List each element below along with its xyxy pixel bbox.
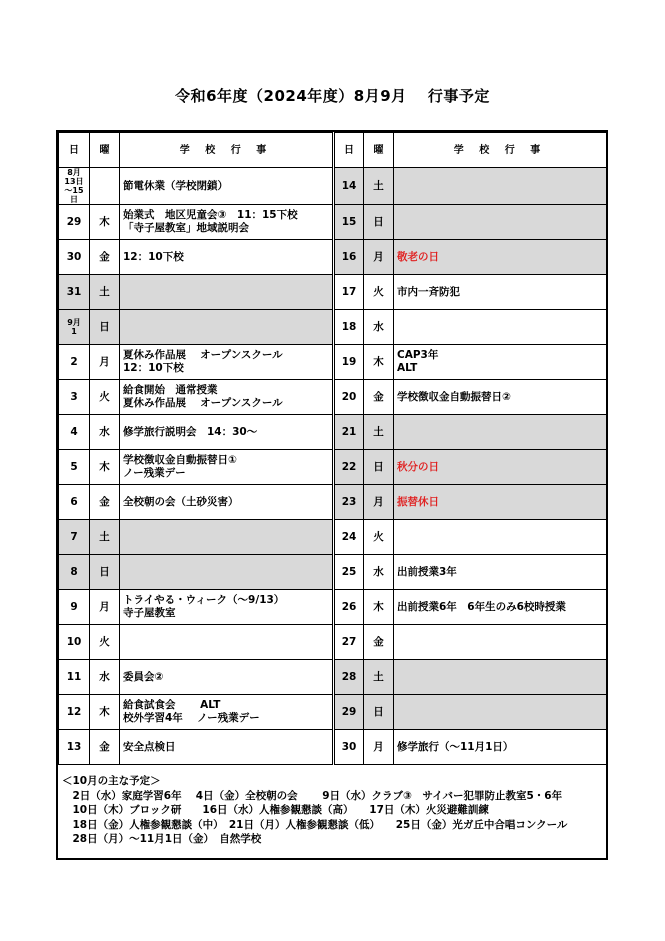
right-events-cell	[394, 520, 607, 555]
left-weekday-cell: 木	[90, 205, 120, 240]
left-events-cell	[120, 415, 334, 450]
right-day-cell: 15	[334, 205, 364, 240]
right-events-cell	[394, 730, 607, 765]
table-row	[59, 660, 607, 695]
right-events-cell	[394, 660, 607, 695]
left-day-cell: 3	[59, 380, 90, 415]
header-events-left: 学 校 行 事	[120, 133, 334, 168]
right-events-cell	[394, 240, 607, 275]
left-day-cell: 8	[59, 555, 90, 590]
left-weekday-cell: 火	[90, 625, 120, 660]
event-line: 学校徴収金自動振替日②	[397, 390, 511, 403]
right-events-cell	[394, 555, 607, 590]
right-weekday-cell: 月	[364, 730, 394, 765]
right-weekday-cell: 土	[364, 660, 394, 695]
table-row	[59, 730, 607, 765]
left-events-cell	[120, 240, 334, 275]
left-events-cell	[120, 310, 334, 345]
left-events-cell	[120, 730, 334, 765]
right-weekday-cell: 日	[364, 695, 394, 730]
table-row	[59, 275, 607, 310]
day-label-line: 1	[71, 327, 77, 336]
right-weekday-cell: 水	[364, 555, 394, 590]
event-line: 出前授業6年 6年生のみ6校時授業	[397, 600, 566, 613]
header-weekday-left: 曜	[90, 133, 120, 168]
event-line: 夏休み作品展 オープンスクール	[123, 349, 283, 361]
day-label-line: 9月	[67, 318, 81, 327]
table-row	[59, 590, 607, 625]
right-day-cell: 21	[334, 415, 364, 450]
left-weekday-cell: 木	[90, 450, 120, 485]
table-row	[59, 450, 607, 485]
right-day-cell: 18	[334, 310, 364, 345]
left-day-cell: 13	[59, 730, 90, 765]
left-day-cell: 30	[59, 240, 90, 275]
left-day-cell: 12	[59, 695, 90, 730]
table-row	[59, 695, 607, 730]
left-day-cell: 9	[59, 590, 90, 625]
event-line: 修学旅行説明会 14：30～	[123, 425, 258, 438]
table-row	[59, 415, 607, 450]
left-weekday-cell: 水	[90, 660, 120, 695]
right-events-cell	[394, 415, 607, 450]
header-day-right: 日	[334, 133, 364, 168]
table-row	[59, 310, 607, 345]
event-line: 給食開始 通常授業	[123, 384, 218, 396]
left-weekday-cell: 金	[90, 485, 120, 520]
right-weekday-cell: 月	[364, 485, 394, 520]
notes-heading: ＜10月の主な予定＞	[62, 775, 161, 787]
event-line: トライやる・ウィーク（～9/13）	[123, 594, 285, 606]
left-events-cell	[120, 625, 334, 660]
right-day-cell: 17	[334, 275, 364, 310]
left-events-cell	[120, 205, 334, 240]
left-events-cell	[120, 450, 334, 485]
right-day-cell: 25	[334, 555, 364, 590]
right-weekday-cell: 木	[364, 345, 394, 380]
table-row	[59, 345, 607, 380]
event-line: 「寺子屋教室」地域説明会	[123, 222, 249, 234]
right-day-cell: 22	[334, 450, 364, 485]
right-events-cell	[394, 590, 607, 625]
event-line: 安全点検日	[123, 740, 176, 753]
left-day-cell: 31	[59, 275, 90, 310]
right-day-cell: 27	[334, 625, 364, 660]
day-label-line: 13日～15日	[64, 177, 84, 204]
right-events-cell	[394, 485, 607, 520]
left-weekday-cell: 金	[90, 730, 120, 765]
schedule-table	[58, 132, 607, 765]
right-day-cell: 14	[334, 168, 364, 205]
october-notes	[62, 774, 602, 847]
left-weekday-cell: 土	[90, 520, 120, 555]
event-line: 12：10下校	[123, 362, 184, 374]
table-row	[59, 168, 607, 205]
event-line: 始業式 地区児童会③ 11：15下校	[123, 209, 298, 221]
left-day-cell: 29	[59, 205, 90, 240]
event-line: 振替休日	[397, 495, 439, 508]
right-weekday-cell: 木	[364, 590, 394, 625]
left-events-cell	[120, 555, 334, 590]
page-title: 令和6年度（2024年度）8月9月 行事予定	[175, 87, 490, 105]
left-events-cell	[120, 168, 334, 205]
right-weekday-cell: 火	[364, 275, 394, 310]
right-events-cell	[394, 205, 607, 240]
left-weekday-cell: 木	[90, 695, 120, 730]
event-line: 出前授業3年	[397, 565, 457, 578]
table-row	[59, 240, 607, 275]
right-events-cell	[394, 275, 607, 310]
event-line: 夏休み作品展 オープンスクール	[123, 397, 283, 409]
right-day-cell: 23	[334, 485, 364, 520]
header-events-right: 学 校 行 事	[394, 133, 607, 168]
right-weekday-cell: 日	[364, 205, 394, 240]
right-day-cell: 26	[334, 590, 364, 625]
left-day-cell	[59, 168, 90, 205]
notes-line: 2日（水）家庭学習6年 4日（金）全校朝の会 9日（水）クラブ③ サイバー犯罪防止教室5・6年	[62, 789, 563, 802]
left-weekday-cell: 月	[90, 590, 120, 625]
event-line: ALT	[397, 362, 418, 374]
left-events-cell	[120, 345, 334, 380]
event-line: 節電休業（学校閉鎖）	[123, 179, 228, 192]
schedule-sheet	[56, 130, 608, 860]
right-weekday-cell: 日	[364, 450, 394, 485]
left-events-cell	[120, 380, 334, 415]
left-weekday-cell: 水	[90, 415, 120, 450]
event-line: ノー残業デー	[123, 467, 186, 479]
left-day-cell: 4	[59, 415, 90, 450]
right-events-cell	[394, 345, 607, 380]
right-day-cell: 19	[334, 345, 364, 380]
left-weekday-cell: 金	[90, 240, 120, 275]
left-events-cell	[120, 660, 334, 695]
right-weekday-cell: 水	[364, 310, 394, 345]
right-weekday-cell: 土	[364, 415, 394, 450]
right-events-cell	[394, 380, 607, 415]
table-row	[59, 205, 607, 240]
table-row	[59, 625, 607, 660]
table-row	[59, 520, 607, 555]
notes-line: 10日（木）ブロック研 16日（水）人権参観懇談（高） 17日（木）火災避難訓練	[62, 804, 489, 816]
day-label-line: 8月	[67, 168, 81, 177]
left-day-cell: 6	[59, 485, 90, 520]
event-line: 全校朝の会（土砂災害）	[123, 495, 239, 508]
event-line: 委員会②	[123, 670, 164, 683]
left-events-cell	[120, 275, 334, 310]
right-day-cell: 20	[334, 380, 364, 415]
left-events-cell	[120, 485, 334, 520]
event-line: 学校徴収金自動振替日①	[123, 454, 237, 466]
table-row	[59, 380, 607, 415]
table-header-row	[59, 133, 607, 168]
right-day-cell: 16	[334, 240, 364, 275]
left-day-cell: 10	[59, 625, 90, 660]
event-line: 修学旅行（～11月1日）	[397, 740, 514, 753]
header-day-left: 日	[59, 133, 90, 168]
table-row	[59, 485, 607, 520]
event-line: 敬老の日	[397, 250, 439, 263]
table-row	[59, 555, 607, 590]
header-weekday-right: 曜	[364, 133, 394, 168]
right-day-cell: 29	[334, 695, 364, 730]
left-weekday-cell: 土	[90, 275, 120, 310]
notes-line: 28日（月）～11月1日（金） 自然学校	[62, 833, 262, 845]
event-line: 校外学習4年 ノー残業デー	[123, 712, 260, 724]
right-day-cell: 28	[334, 660, 364, 695]
right-weekday-cell: 金	[364, 625, 394, 660]
left-events-cell	[120, 695, 334, 730]
event-line: 12：10下校	[123, 250, 184, 263]
event-line: 市内一斉防犯	[397, 285, 460, 298]
left-weekday-cell	[90, 168, 120, 205]
left-day-cell: 7	[59, 520, 90, 555]
right-events-cell	[394, 695, 607, 730]
event-line: CAP3年	[397, 349, 439, 361]
left-weekday-cell: 日	[90, 555, 120, 590]
right-events-cell	[394, 168, 607, 205]
event-line: 給食試食会 ALT	[123, 699, 221, 711]
right-events-cell	[394, 310, 607, 345]
left-day-cell: 11	[59, 660, 90, 695]
right-weekday-cell: 月	[364, 240, 394, 275]
right-events-cell	[394, 450, 607, 485]
right-weekday-cell: 土	[364, 168, 394, 205]
right-events-cell	[394, 625, 607, 660]
right-day-cell: 30	[334, 730, 364, 765]
left-day-cell	[59, 310, 90, 345]
left-weekday-cell: 火	[90, 380, 120, 415]
left-events-cell	[120, 520, 334, 555]
left-events-cell	[120, 590, 334, 625]
right-weekday-cell: 火	[364, 520, 394, 555]
right-day-cell: 24	[334, 520, 364, 555]
right-weekday-cell: 金	[364, 380, 394, 415]
event-line: 秋分の日	[397, 460, 439, 473]
notes-line: 18日（金）人権参観懇談（中） 21日（月）人権参観懇談（低） 25日（金）光ガ丘中合唱コンクール	[62, 818, 568, 831]
event-line: 寺子屋教室	[123, 607, 176, 619]
left-weekday-cell: 月	[90, 345, 120, 380]
left-day-cell: 5	[59, 450, 90, 485]
left-day-cell: 2	[59, 345, 90, 380]
left-weekday-cell: 日	[90, 310, 120, 345]
